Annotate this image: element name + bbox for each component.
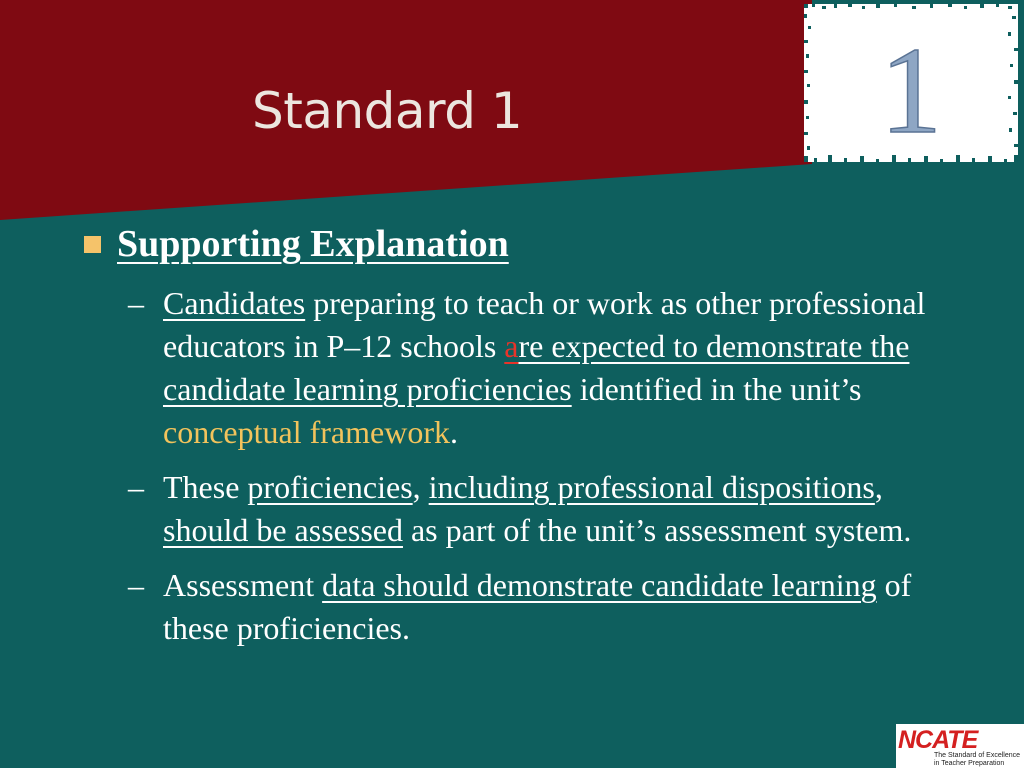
slide-content xyxy=(84,220,964,662)
dash-bullet-icon: – xyxy=(128,567,144,603)
phrase: conceptual framework xyxy=(163,414,450,450)
square-bullet-icon xyxy=(84,236,101,253)
ncate-logo xyxy=(896,724,1024,768)
dash-bullet-icon: – xyxy=(128,285,144,321)
phrase: as part of the unit’s assessment system. xyxy=(402,512,912,548)
phrase: proficiencies xyxy=(247,469,413,505)
sub-point-assessment-data xyxy=(84,564,964,650)
heading-text: Supporting Explanation xyxy=(117,223,509,265)
phrase: , xyxy=(412,469,429,505)
phrase: re expected to demonstrate the candidate learning proficiencies xyxy=(163,328,910,407)
logo-tagline-line: in Teacher Preparation xyxy=(934,760,1005,767)
logo-tagline xyxy=(934,752,1020,768)
phrase: should be assessed xyxy=(163,512,403,548)
logo-tagline-line: The Standard of Excellence xyxy=(934,752,1020,759)
phrase: of these proficiencies. xyxy=(163,567,912,646)
slide-title: Standard 1 xyxy=(252,82,523,140)
dash-bullet-icon: – xyxy=(128,469,144,505)
svg-text:1: 1 xyxy=(880,22,942,159)
phrase: a xyxy=(504,328,519,364)
phrase: data should demonstrate candidate learning xyxy=(322,567,877,603)
phrase: These xyxy=(163,469,248,505)
logo-mark: NCATE xyxy=(898,726,978,754)
number-badge xyxy=(804,4,1018,162)
phrase: . xyxy=(449,414,458,450)
sub-point-candidates xyxy=(84,282,964,454)
phrase: including professional dispositions xyxy=(428,469,875,505)
phrase: Assessment xyxy=(163,567,323,603)
phrase: Candidates xyxy=(163,285,306,321)
phrase: preparing to teach or work as other professional educators in P–12 schools xyxy=(163,285,926,364)
phrase: identified in the unit’s xyxy=(571,371,862,407)
phrase: , xyxy=(874,469,883,505)
bullet-heading xyxy=(84,220,964,268)
sub-point-proficiencies xyxy=(84,466,964,552)
